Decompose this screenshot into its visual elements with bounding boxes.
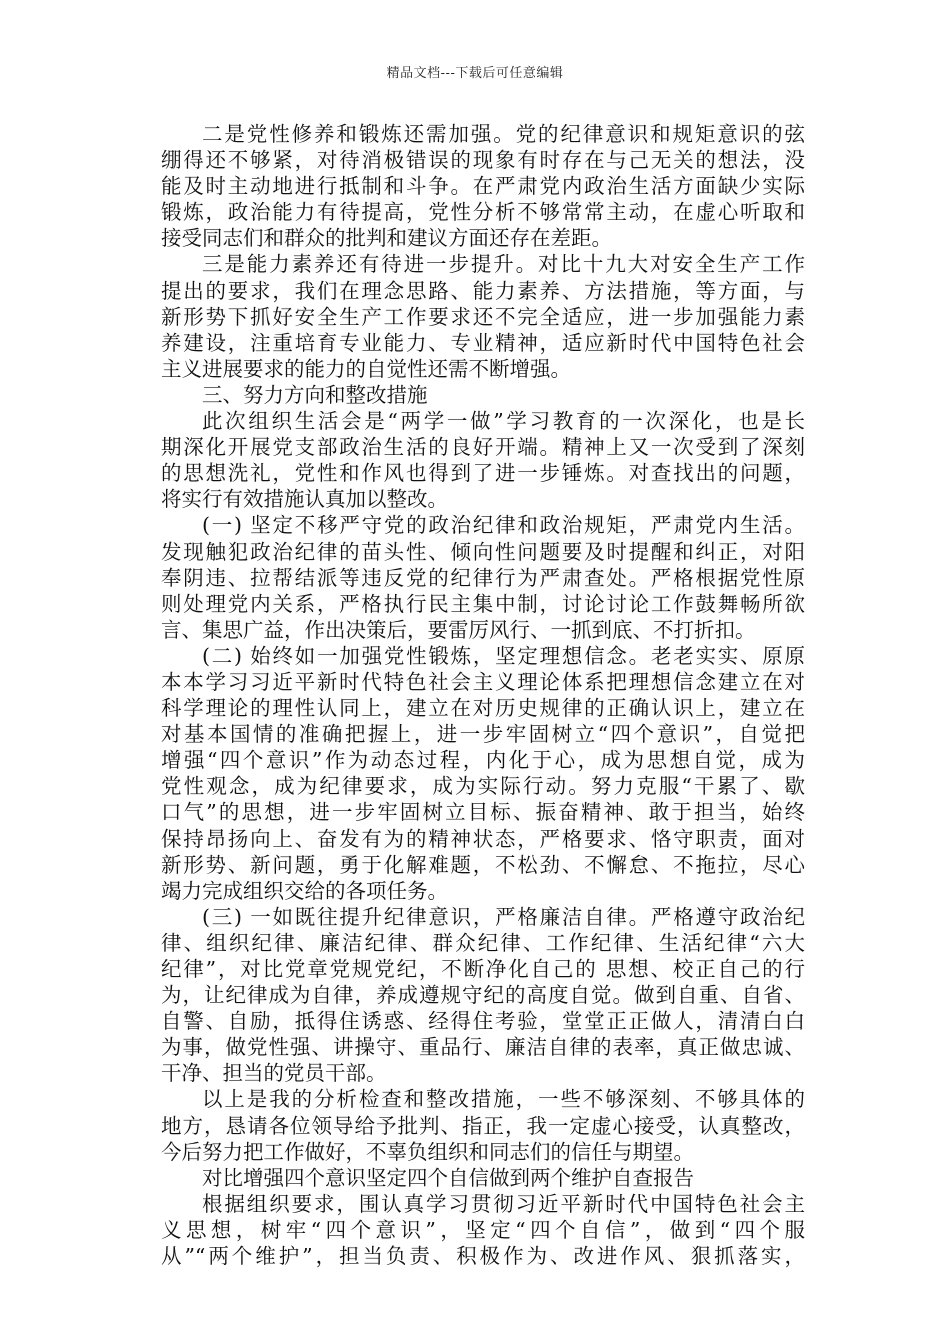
text-line: 竭力完成组织交给的各项任务。 <box>161 878 448 903</box>
text-line: 口气”的思想，进一步牢固树立目标、振奋精神、敢于担当，始终 <box>161 800 805 825</box>
text-line: 三是能力素养还有待进一步提升。对比十九大对安全生产工作 <box>202 252 805 277</box>
text-line: 保持昂扬向上、奋发有为的精神状态，严格要求、恪守职责，面对 <box>161 826 805 851</box>
text-line: 则处理党内关系，严格执行民主集中制，讨论讨论工作鼓舞畅所欲 <box>161 591 805 616</box>
text-line: 为事，做党性强、讲操守、重品行、廉洁自律的表率，真正做忠诚、 <box>161 1035 805 1060</box>
text-line: 发现触犯政治纪律的苗头性、倾向性问题要及时提醒和纠正，对阳 <box>161 539 805 564</box>
text-line: 养建设，注重培育专业能力、专业精神，适应新时代中国特色社会 <box>161 330 805 355</box>
text-line: 接受同志们和群众的批判和建议方面还存在差距。 <box>161 226 612 251</box>
text-line: 提出的要求，我们在理念思路、能力素养、方法措施，等方面，与 <box>161 278 805 303</box>
text-line: (三) 一如既往提升纪律意识，严格廉洁自律。严格遵守政治纪 <box>202 904 805 929</box>
text-line: 对基本国情的准确把握上，进一步牢固树立“四个意识”，自觉把 <box>161 722 805 747</box>
text-line: 党性观念，成为纪律要求，成为实际行动。努力克服“干累了、歇 <box>161 774 805 799</box>
text-line: (二) 始终如一加强党性锻炼，坚定理想信念。老老实实、原原 <box>202 643 805 668</box>
text-line: 的思想洗礼，党性和作风也得到了进一步锤炼。对查找出的问题， <box>161 461 805 486</box>
document-body <box>161 121 805 1269</box>
text-line: 期深化开展党支部政治生活的良好开端。精神上又一次受到了深刻 <box>161 435 805 460</box>
text-line: 地方，恳请各位领导给予批判、指正，我一定虚心接受，认真整改， <box>161 1113 805 1138</box>
text-line: 律、组织纪律、廉洁纪律、群众纪律、工作纪律、生活纪律“六大 <box>161 930 805 955</box>
text-line: 二是党性修养和锻炼还需加强。党的纪律意识和规矩意识的弦 <box>202 122 805 146</box>
text-line: 主义进展要求的能力的自觉性还需不断增强。 <box>161 356 571 381</box>
text-line: 新形势下抓好安全生产工作要求还不完全适应，进一步加强能力素 <box>161 304 805 329</box>
text-line: (一) 坚定不移严守党的政治纪律和政治规矩，严肃党内生活。 <box>202 513 805 538</box>
text-line: 干净、担当的党员干部。 <box>161 1061 387 1086</box>
text-line: 今后努力把工作做好，不辜负组织和同志们的信任与期望。 <box>161 1139 694 1164</box>
text-line: 锻炼，政治能力有待提高，党性分析不够常常主动，在虚心听取和 <box>161 200 805 225</box>
text-line: 能及时主动地进行抵制和斗争。在严肃党内政治生活方面缺少实际 <box>161 174 805 199</box>
text-line: 以上是我的分析检查和整改措施，一些不够深刻、不够具体的 <box>202 1087 805 1112</box>
text-line: 自警、自励，抵得住诱惑、经得住考验，堂堂正正做人，清清白白 <box>161 1009 805 1034</box>
text-line: 为，让纪律成为自律，养成遵规守纪的高度自觉。做到自重、自省、 <box>161 983 805 1008</box>
text-line: 新形势、新问题，勇于化解难题，不松劲、不懈怠、不拖拉，尽心 <box>161 852 805 877</box>
page-header: 精品文档---下载后可任意编辑 <box>386 66 564 81</box>
text-line: 从”“两个维护”，担当负责、积极作为、改进作风、狠抓落实， <box>161 1244 805 1269</box>
text-line: 增强“四个意识”作为动态过程，内化于心，成为思想自觉，成为 <box>161 748 805 773</box>
text-line: 言、集思广益，作出决策后，要雷厉风行、一抓到底、不打折扣。 <box>161 617 756 642</box>
text-line: 义思想，树牢“四个意识”，坚定“四个自信”，做到“四个服 <box>161 1217 805 1242</box>
text-line: 三、努力方向和整改措施 <box>202 382 428 407</box>
text-line: 本本学习习近平新时代特色社会主义理论体系把理想信念建立在对 <box>161 669 805 694</box>
text-line: 根据组织要求，围认真学习贯彻习近平新时代中国特色社会主 <box>202 1191 805 1216</box>
text-line: 纪律”，对比党章党规党纪，不断净化自己的 思想、校正自己的行 <box>161 957 805 981</box>
text-line: 绷得还不够紧，对待消极错误的现象有时存在与己无关的想法，没 <box>161 148 805 173</box>
text-line: 奉阴违、拉帮结派等违反党的纪律行为严肃查处。严格根据党性原 <box>161 565 805 590</box>
text-line: 科学理论的理性认同上，建立在对历史规律的正确认识上，建立在 <box>161 696 805 721</box>
text-line: 将实行有效措施认真加以整改。 <box>161 487 448 512</box>
text-line: 此次组织生活会是“两学一做”学习教育的一次深化，也是长 <box>202 409 805 434</box>
text-line: 对比增强四个意识坚定四个自信做到两个维护自查报告 <box>202 1165 694 1190</box>
